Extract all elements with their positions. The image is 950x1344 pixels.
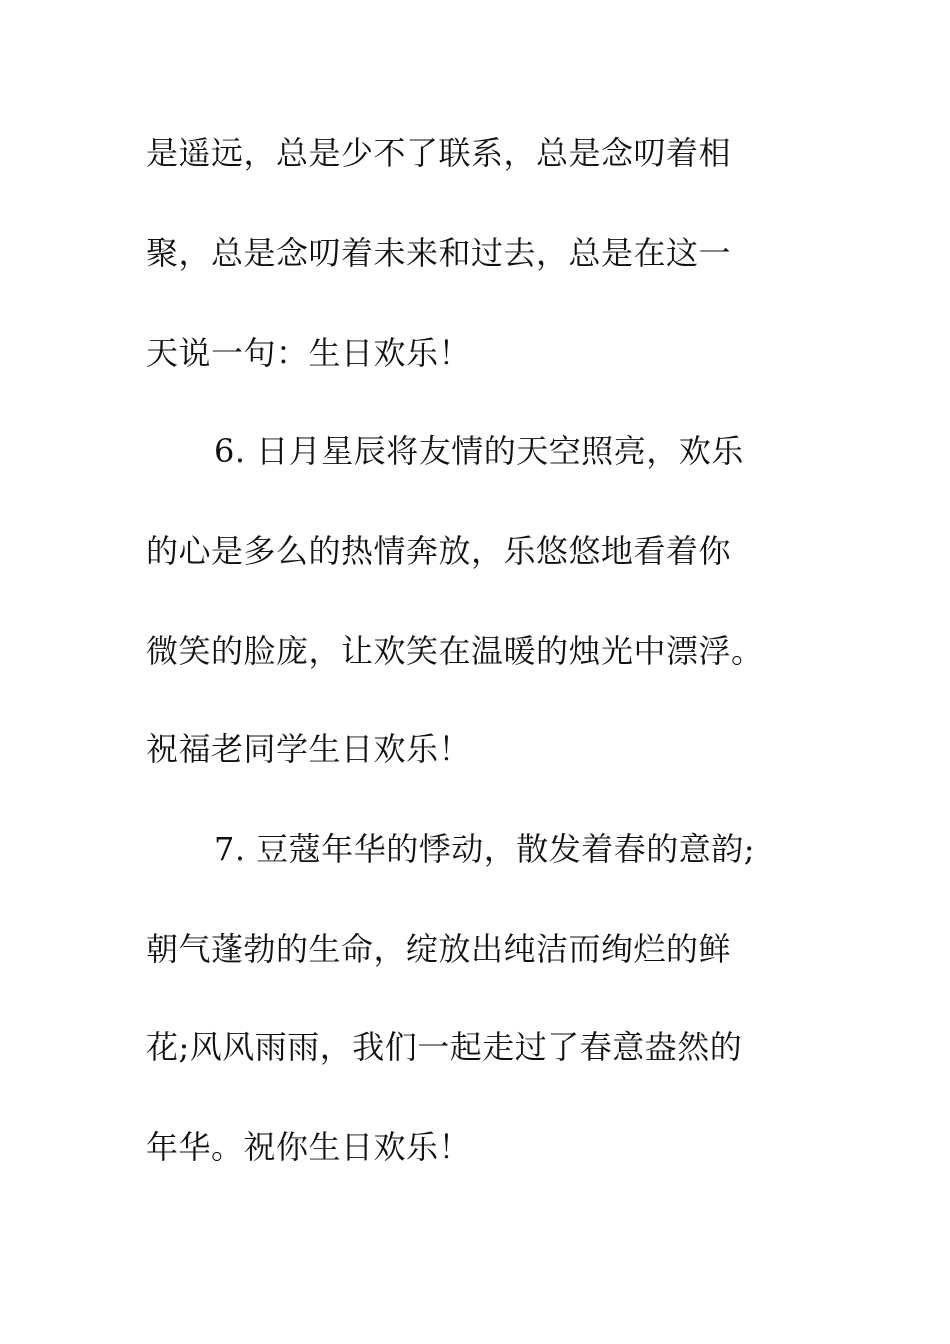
text-line: 年华。祝你生日欢乐！ [146, 1128, 472, 1166]
text-line: 微笑的脸庞，让欢笑在温暖的烛光中漂浮。 [146, 632, 764, 670]
text-line: 的心是多么的热情奔放，乐悠悠地看着你 [146, 532, 732, 570]
text-line: 是遥远，总是少不了联系，总是念叨着相 [146, 134, 732, 172]
text-line: 花;风风雨雨，我们一起走过了春意盎然的 [146, 1028, 743, 1066]
text-line: 聚，总是念叨着未来和过去，总是在这一 [146, 234, 732, 272]
text-line-paragraph-7-start: 7. 豆蔻年华的悸动，散发着春的意韵; [214, 830, 755, 868]
text-line-paragraph-6-start: 6. 日月星辰将友情的天空照亮，欢乐 [214, 432, 744, 470]
text-line: 天说一句：生日欢乐！ [146, 334, 472, 372]
text-line: 朝气蓬勃的生命，绽放出纯洁而绚烂的鲜 [146, 930, 732, 968]
text-line: 祝福老同学生日欢乐！ [146, 730, 472, 768]
